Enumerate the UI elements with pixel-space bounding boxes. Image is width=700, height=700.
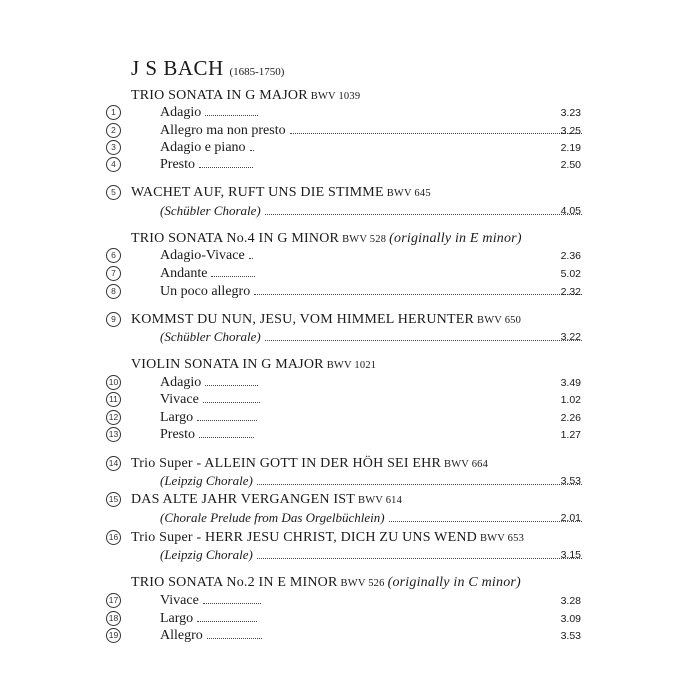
track-row bbox=[0, 139, 700, 157]
track-duration: 3.49 bbox=[560, 377, 581, 389]
movement-name: Vivace bbox=[160, 593, 199, 608]
track-row bbox=[0, 409, 700, 427]
track-duration: 5.02 bbox=[560, 268, 581, 280]
work-title: KOMMST DU NUN, JESU, VOM HIMMEL HERUNTER bbox=[131, 312, 474, 327]
work-subtitle-row bbox=[0, 202, 700, 220]
track-row bbox=[0, 491, 700, 509]
movement-name: Allegro ma non presto bbox=[160, 123, 286, 138]
track-number: 8 bbox=[106, 284, 121, 299]
track-number: 10 bbox=[106, 375, 121, 390]
dot-leader bbox=[257, 558, 582, 559]
track-duration: 3.53 bbox=[560, 630, 581, 642]
work-catalogue: BWV 653 bbox=[479, 533, 525, 544]
composer-dates: (1685-1750) bbox=[229, 66, 285, 78]
work-heading bbox=[0, 356, 700, 374]
movement-name: Adagio e piano bbox=[160, 140, 246, 155]
work-heading bbox=[0, 230, 700, 248]
movement-name: Adagio bbox=[160, 375, 202, 390]
track-number: 15 bbox=[106, 492, 121, 507]
track-row bbox=[0, 391, 700, 409]
work-title: Trio Super - ALLEIN GOTT IN DER HÖH SEI EHR bbox=[131, 456, 441, 471]
work-title: TRIO SONATA No.2 IN E MINOR bbox=[131, 575, 338, 590]
track-row bbox=[0, 156, 700, 174]
track-duration: 3.53 bbox=[560, 475, 581, 487]
dot-leader bbox=[254, 294, 582, 295]
composer-name: J S BACH bbox=[131, 56, 224, 80]
dot-leader bbox=[199, 437, 254, 438]
movement-name: Andante bbox=[160, 266, 208, 281]
work-catalogue: BWV 645 bbox=[386, 188, 431, 199]
dot-leader bbox=[203, 603, 261, 604]
dot-leader bbox=[211, 276, 255, 277]
work-subtitle: (Leipzig Chorale) bbox=[160, 473, 253, 488]
work-catalogue: BWV 1039 bbox=[310, 91, 361, 102]
track-number: 9 bbox=[106, 312, 121, 327]
movement-name: Adagio-Vivace bbox=[160, 248, 245, 263]
dot-leader bbox=[249, 258, 253, 259]
work-catalogue: BWV 650 bbox=[476, 315, 522, 326]
dot-leader bbox=[197, 621, 257, 622]
movement-name: Vivace bbox=[160, 392, 199, 407]
work-subtitle-row bbox=[0, 472, 700, 490]
dot-leader bbox=[265, 340, 582, 341]
movement-name: Allegro bbox=[160, 628, 203, 643]
work-subtitle: (Schübler Chorale) bbox=[160, 329, 261, 344]
composer-heading bbox=[131, 56, 284, 81]
track-number: 2 bbox=[106, 123, 121, 138]
work-title: TRIO SONATA No.4 IN G MINOR bbox=[131, 231, 340, 246]
track-duration: 2.19 bbox=[560, 142, 581, 154]
work-subtitle-row bbox=[0, 328, 700, 346]
dot-leader bbox=[207, 638, 262, 639]
track-row bbox=[0, 592, 700, 610]
track-number: 17 bbox=[106, 593, 121, 608]
work-heading bbox=[0, 87, 700, 105]
track-duration: 2.26 bbox=[560, 412, 581, 424]
movement-name: Adagio bbox=[160, 105, 202, 120]
track-number: 7 bbox=[106, 266, 121, 281]
track-number: 5 bbox=[106, 185, 121, 200]
dot-leader bbox=[205, 385, 258, 386]
track-duration: 2.01 bbox=[560, 512, 581, 524]
track-row bbox=[0, 374, 700, 392]
track-duration: 2.32 bbox=[560, 286, 581, 298]
work-catalogue: BWV 614 bbox=[357, 495, 403, 506]
dot-leader bbox=[199, 167, 253, 168]
track-duration: 2.50 bbox=[560, 159, 581, 171]
track-number: 14 bbox=[106, 456, 121, 471]
movement-name: Presto bbox=[160, 157, 195, 172]
track-duration: 3.15 bbox=[560, 549, 581, 561]
track-row bbox=[0, 529, 700, 547]
track-row bbox=[0, 610, 700, 628]
track-number: 13 bbox=[106, 427, 121, 442]
work-title: DAS ALTE JAHR VERGANGEN IST bbox=[131, 492, 355, 507]
work-title: WACHET AUF, RUFT UNS DIE STIMME bbox=[131, 185, 384, 200]
movement-name: Un poco allegro bbox=[160, 284, 251, 299]
track-number: 11 bbox=[106, 392, 121, 407]
work-title: TRIO SONATA IN G MAJOR bbox=[131, 88, 308, 103]
track-number: 6 bbox=[106, 248, 121, 263]
work-catalogue: BWV 1021 bbox=[326, 360, 377, 371]
dot-leader bbox=[265, 214, 582, 215]
work-title: Trio Super - HERR JESU CHRIST, DICH ZU UNS WEND bbox=[131, 530, 477, 545]
movement-name: Presto bbox=[160, 427, 195, 442]
work-catalogue: BWV 526 bbox=[340, 578, 385, 589]
work-note: (originally in C minor) bbox=[387, 575, 521, 590]
track-number: 4 bbox=[106, 157, 121, 172]
work-subtitle: (Schübler Chorale) bbox=[160, 203, 261, 218]
work-catalogue: BWV 664 bbox=[443, 459, 489, 470]
track-duration: 3.28 bbox=[560, 595, 581, 607]
track-number: 1 bbox=[106, 105, 121, 120]
work-note: (originally in E minor) bbox=[389, 231, 522, 246]
track-duration: 4.05 bbox=[560, 205, 581, 217]
track-row bbox=[0, 104, 700, 122]
work-subtitle: (Leipzig Chorale) bbox=[160, 547, 253, 562]
track-number: 16 bbox=[106, 530, 121, 545]
work-subtitle: (Chorale Prelude from Das Orgelbüchlein) bbox=[160, 510, 385, 525]
work-title: VIOLIN SONATA IN G MAJOR bbox=[131, 357, 324, 372]
track-duration: 1.02 bbox=[560, 394, 581, 406]
track-duration: 2.36 bbox=[560, 250, 581, 262]
track-number: 19 bbox=[106, 628, 121, 643]
dot-leader bbox=[257, 484, 582, 485]
track-number: 3 bbox=[106, 140, 121, 155]
track-duration: 3.09 bbox=[560, 613, 581, 625]
movement-name: Largo bbox=[160, 611, 194, 626]
track-duration: 3.22 bbox=[560, 331, 581, 343]
track-row bbox=[0, 455, 700, 473]
track-duration: 1.27 bbox=[560, 429, 581, 441]
work-subtitle-row bbox=[0, 546, 700, 564]
track-row bbox=[0, 283, 700, 301]
track-row bbox=[0, 184, 700, 202]
dot-leader bbox=[290, 133, 582, 134]
track-row bbox=[0, 122, 700, 140]
track-number: 18 bbox=[106, 611, 121, 626]
track-row bbox=[0, 311, 700, 329]
track-row bbox=[0, 627, 700, 645]
movement-name: Largo bbox=[160, 410, 194, 425]
track-row bbox=[0, 426, 700, 444]
dot-leader bbox=[205, 115, 258, 116]
track-duration: 3.23 bbox=[560, 107, 581, 119]
dot-leader bbox=[250, 150, 254, 151]
work-heading bbox=[0, 574, 700, 592]
work-subtitle-row bbox=[0, 509, 700, 527]
track-number: 12 bbox=[106, 410, 121, 425]
track-duration: 3.25 bbox=[560, 125, 581, 137]
track-row bbox=[0, 247, 700, 265]
dot-leader bbox=[203, 402, 260, 403]
work-catalogue: BWV 528 bbox=[342, 234, 387, 245]
dot-leader bbox=[197, 420, 257, 421]
track-row bbox=[0, 265, 700, 283]
